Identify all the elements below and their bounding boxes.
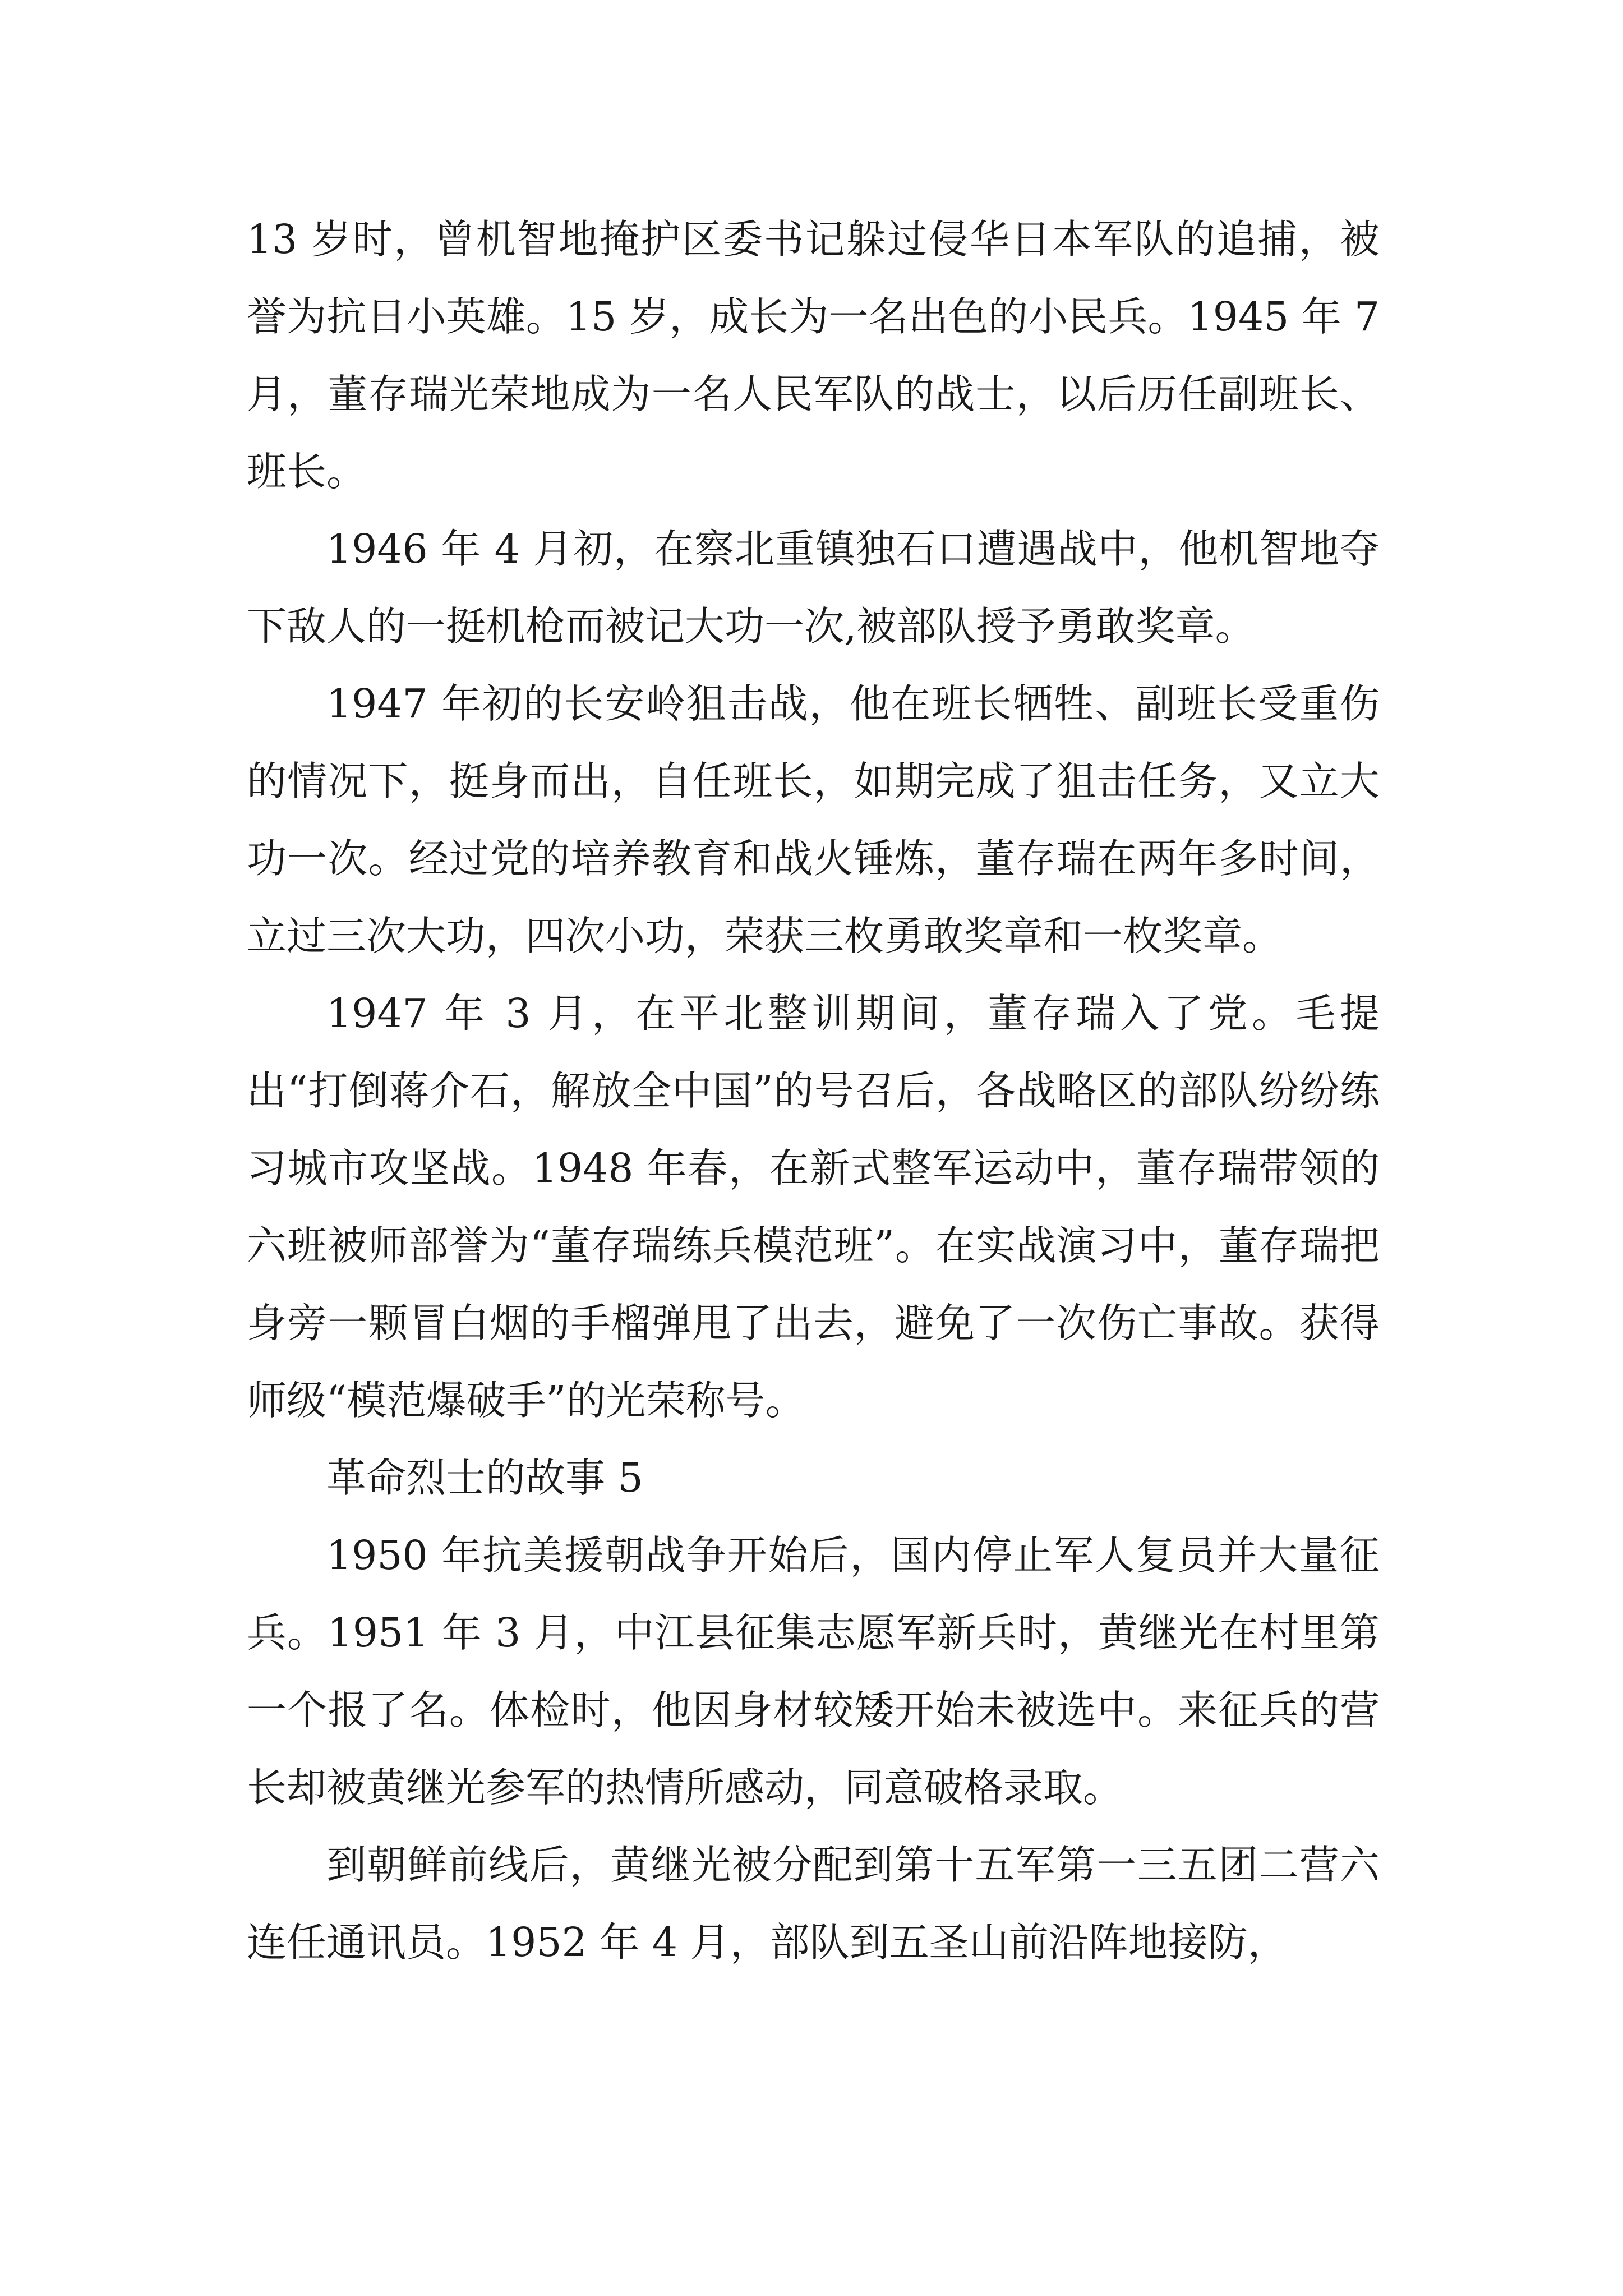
paragraph-1: 13 岁时，曾机智地掩护区委书记躲过侵华日本军队的追捕，被誉为抗日小英雄。15 岁，成长为一名出色的小民兵。1945 年 7 月，董存瑞光荣地成为一名人民军队的战士，以后历任副班长、班长。 bbox=[247, 216, 1380, 495]
document-body bbox=[247, 201, 1380, 1981]
paragraph-4: 1947 年 3 月，在平北整训期间，董存瑞入了党。毛提出“打倒蒋介石，解放全中国”的号召后，各战略区的部队纷纷练习城市攻坚战。1948 年春，在新式整军运动中，董存瑞带领的六班被师部誉为“董存瑞练兵模范班”。在实战演习中，董存瑞把身旁一颗冒白烟的手榴弹甩了出去，避免了一次伤亡事故。获得师级“模范爆破手”的光荣称号。 bbox=[247, 990, 1380, 1424]
paragraph-3: 1947 年初的长安岭狙击战，他在班长牺牲、副班长受重伤的情况下，挺身而出，自任班长，如期完成了狙击任务，又立大功一次。经过党的培养教育和战火锤炼，董存瑞在两年多时间，立过三次大功，四次小功，荣获三枚勇敢奖章和一枚奖章。 bbox=[247, 680, 1380, 959]
section-heading: 革命烈士的故事 5 bbox=[326, 1455, 643, 1501]
paragraph-6: 到朝鲜前线后，黄继光被分配到第十五军第一三五团二营六连任通讯员。1952 年 4 月，部队到五圣山前沿阵地接防， bbox=[247, 1842, 1380, 1966]
paragraph-5: 1950 年抗美援朝战争开始后，国内停止军人复员并大量征兵。1951 年 3 月，中江县征集志愿军新兵时，黄继光在村里第一个报了名。体检时，他因身材较矮开始未被选中。来征兵的营长却被黄继光参军的热情所感动，同意破格录取。 bbox=[247, 1532, 1380, 1811]
paragraph-2: 1946 年 4 月初，在察北重镇独石口遭遇战中，他机智地夺下敌人的一挺机枪而被记大功一次,被部队授予勇敢奖章。 bbox=[247, 526, 1380, 650]
